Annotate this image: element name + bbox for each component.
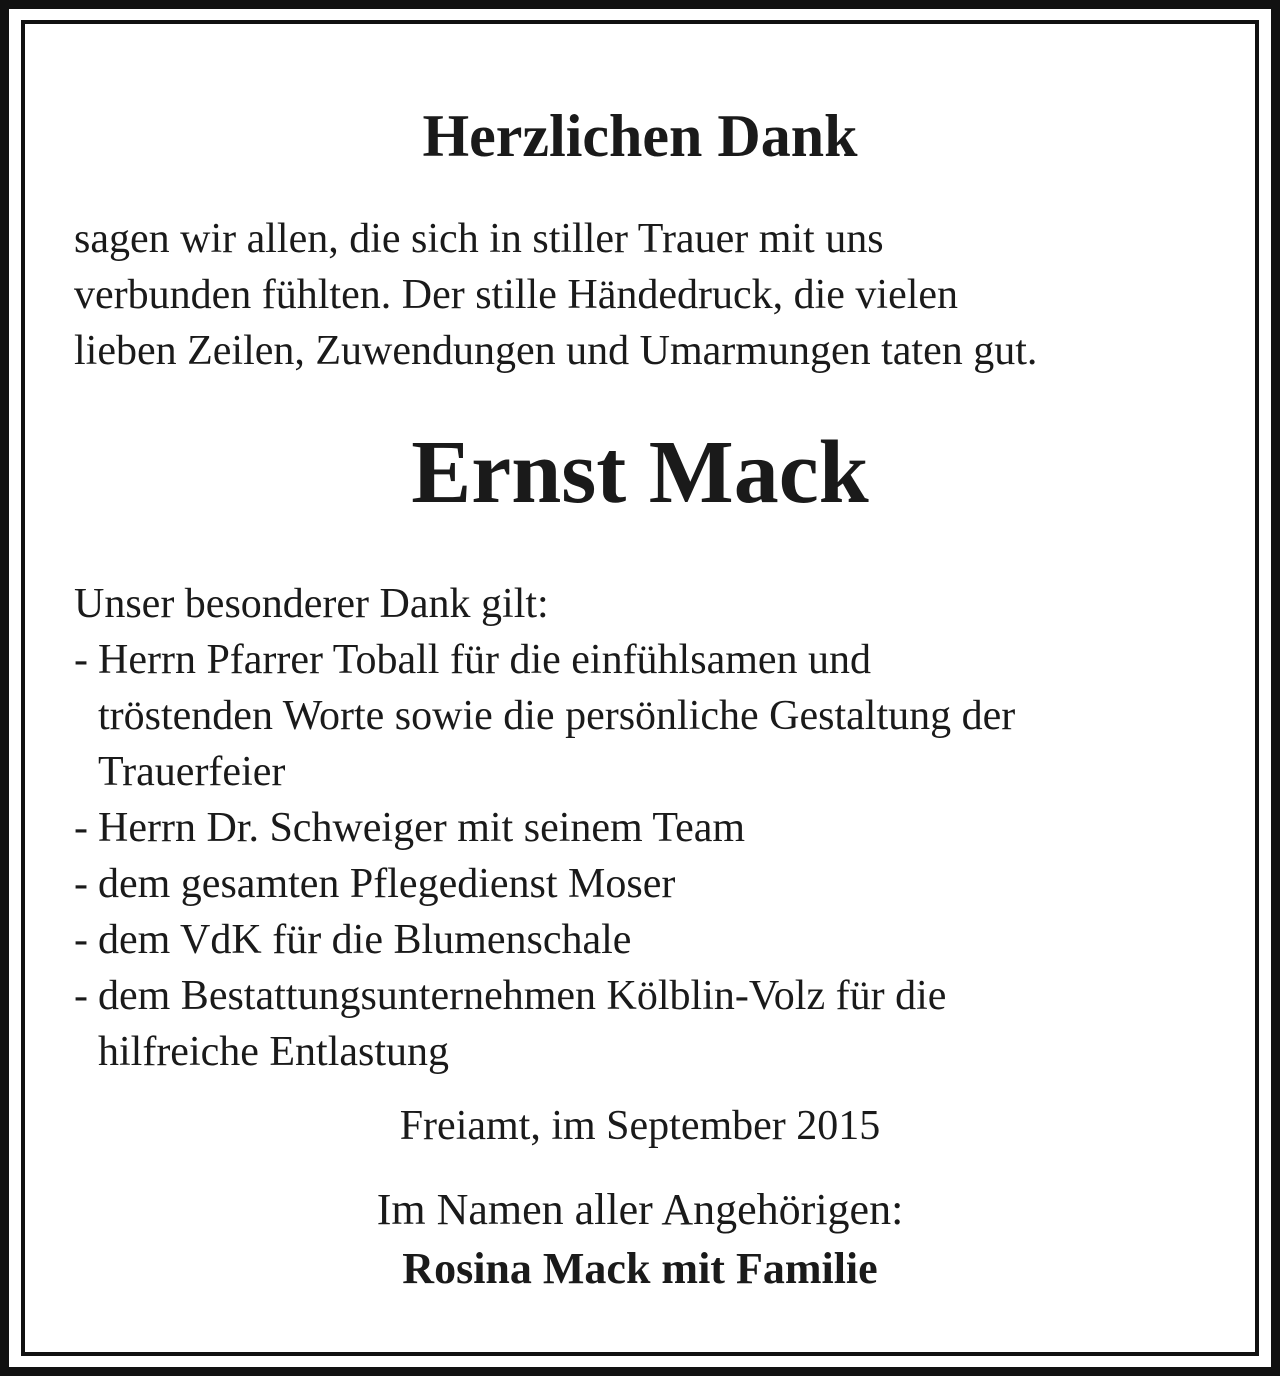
list-item-line: dem VdK für die Blumenschale: [98, 917, 632, 963]
notice-heading: Herzlichen Dank: [422, 103, 858, 169]
list-dash: -: [74, 805, 88, 851]
list-item: [74, 632, 1234, 800]
intro-text: [74, 211, 1234, 379]
list-dash: -: [74, 861, 88, 907]
intro-line: sagen wir allen, die sich in stiller Trauer mit uns: [74, 216, 884, 262]
thanks-intro: Unser besonderer Dank gilt:: [74, 581, 549, 627]
thanks-list: [74, 632, 1234, 1080]
deceased-name: Ernst Mack: [411, 423, 869, 522]
list-item-line: tröstenden Worte sowie die persönliche Gestaltung der: [98, 693, 1016, 739]
list-item-line: hilfreiche Entlastung: [98, 1029, 450, 1075]
list-item: [74, 800, 1234, 856]
intro-line: lieben Zeilen, Zuwendungen und Umarmungen taten gut.: [74, 328, 1038, 374]
signature: Rosina Mack mit Familie: [402, 1244, 878, 1293]
list-item: [74, 912, 1234, 968]
on-behalf-line: Im Namen aller Angehörigen:: [376, 1185, 904, 1234]
intro-line: verbunden fühlten. Der stille Händedruck, die vielen: [74, 272, 959, 318]
list-dash: -: [74, 917, 88, 963]
list-item: [74, 856, 1234, 912]
place-date: Freiamt, im September 2015: [399, 1103, 881, 1149]
list-item-line: Herrn Pfarrer Toball für die einfühlsamen und: [98, 637, 872, 683]
list-item-line: Trauerfeier: [98, 749, 286, 795]
list-dash: -: [74, 637, 88, 683]
list-item-line: dem Bestattungsunternehmen Kölblin-Volz für die: [98, 973, 947, 1019]
list-item-line: Herrn Dr. Schweiger mit seinem Team: [98, 805, 746, 851]
list-item: [74, 968, 1234, 1080]
list-dash: -: [74, 973, 88, 1019]
list-item-line: dem gesamten Pflegedienst Moser: [98, 861, 676, 907]
